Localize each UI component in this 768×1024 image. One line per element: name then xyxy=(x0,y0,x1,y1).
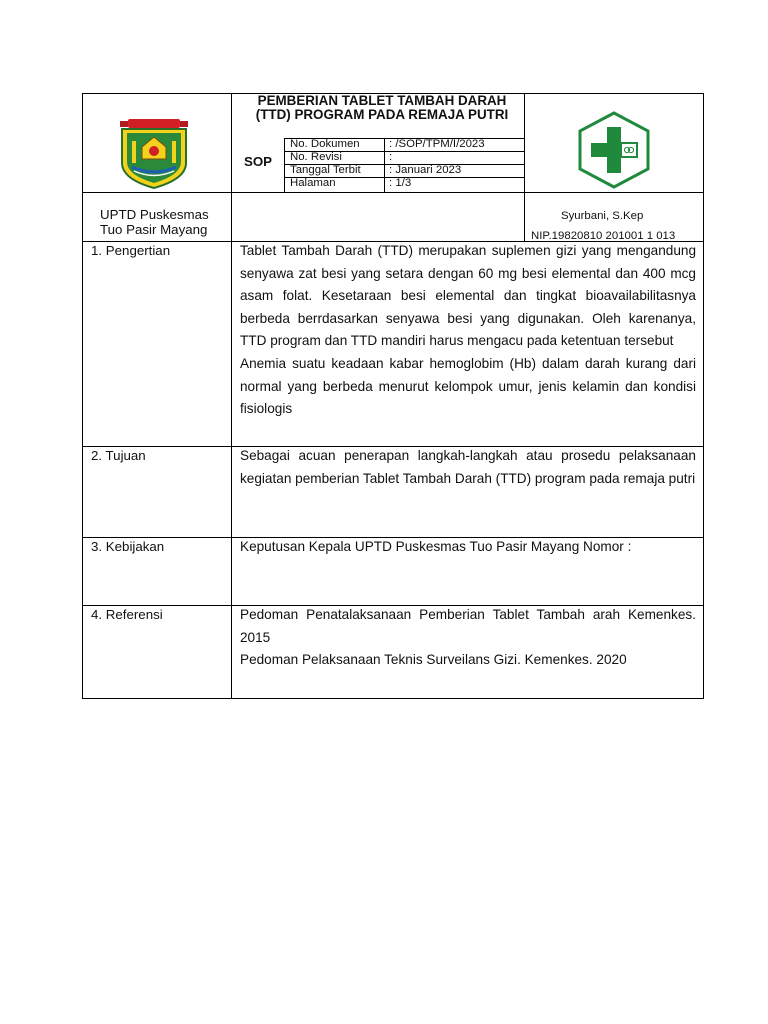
border-left xyxy=(82,93,83,699)
document-title: PEMBERIAN TABLET TAMBAH DARAH (TTD) PROGRAM PADA REMAJA PUTRI xyxy=(255,93,509,122)
meta-label-doc-no: No. Dokumen xyxy=(290,138,360,150)
meta-value-revision: : xyxy=(389,151,393,163)
section-body-pengertian xyxy=(240,240,696,421)
border-label-column xyxy=(231,93,232,699)
org-name-line1: UPTD Puskesmas xyxy=(100,207,209,222)
kebijakan-paragraph: Keputusan Kepala UPTD Puskesmas Tuo Pasir Mayang Nomor : xyxy=(240,539,632,554)
section-body-referensi xyxy=(240,604,696,672)
border-meta-mid xyxy=(384,138,385,192)
section-label-referensi: 4. Referensi xyxy=(91,607,163,622)
section-body-kebijakan xyxy=(240,536,696,559)
meta-label-page: Halaman xyxy=(290,177,336,189)
org-name-line2: Tuo Pasir Mayang xyxy=(100,222,208,237)
border-header-bottom xyxy=(82,192,704,193)
section-label-tujuan: 2. Tujuan xyxy=(91,448,146,463)
pengertian-paragraph-2: Anemia suatu keadaan kabar hemoglobim (Hb) dalam darah kurang dari normal yang berbeda menurut kelompok umur, jenis kelamin dan kondisi fisiologis xyxy=(240,355,696,417)
border-bottom xyxy=(82,698,704,699)
referensi-paragraph-1: Pedoman Penatalaksanaan Pemberian Tablet Tambah arah Kemenkes. 2015 xyxy=(240,607,696,645)
section-label-pengertian: 1. Pengertian xyxy=(91,243,171,258)
pengertian-paragraph-1: Tablet Tambah Darah (TTD) merupakan suplemen gizi yang mengandung senyawa zat besi yang setara dengan 60 mg besi elemental dan 400 mcg asam folat. Kesetaraan besi elemental dan tingkat bioavailabilitasnya berbeda berrdasarkan senyawa besi yang digunakan. Oleh karenanya, TTD program dan TTD mandiri harus mengacu pada ketentuan tersebut xyxy=(240,243,696,349)
referensi-paragraph-2: Pedoman Pelaksanaan Teknis Surveilans Gizi. Kemenkes. 2020 xyxy=(240,652,627,668)
meta-value-doc-no: : /SOP/TPM/I/2023 xyxy=(389,138,485,150)
signer-name: Syurbani, S.Kep xyxy=(561,210,644,222)
district-coat-of-arms-icon xyxy=(118,113,190,189)
meta-value-page: : 1/3 xyxy=(389,177,412,189)
section-label-kebijakan: 3. Kebijakan xyxy=(91,539,165,554)
signer-nip: NIP.19820810 201001 1 013 xyxy=(531,230,676,242)
border-right xyxy=(703,93,704,699)
border-right-column xyxy=(524,93,525,242)
puskesmas-cross-icon xyxy=(574,110,654,190)
sop-label: SOP xyxy=(243,154,273,169)
meta-label-issue-date: Tanggal Terbit xyxy=(290,164,361,176)
meta-value-issue-date: : Januari 2023 xyxy=(389,164,462,176)
border-meta-left xyxy=(284,138,285,192)
tujuan-paragraph: Sebagai acuan penerapan langkah-langkah atau prosedu pelaksanaan kegiatan pemberian Tablet Tambah Darah (TTD) program pada remaja putri xyxy=(240,448,696,486)
meta-label-revision: No. Revisi xyxy=(290,151,342,163)
section-body-tujuan xyxy=(240,445,696,490)
